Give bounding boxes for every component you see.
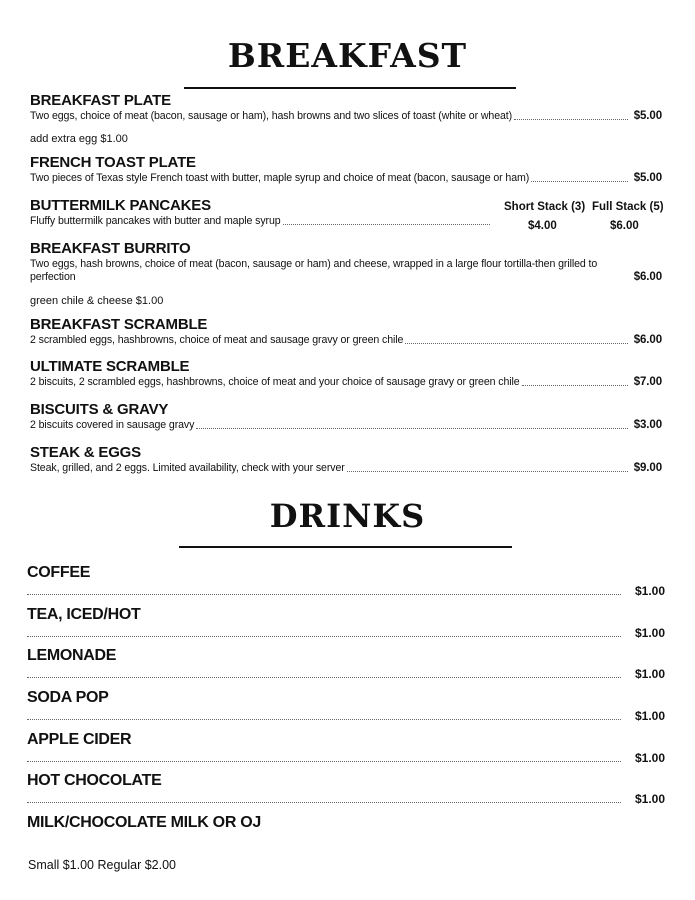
breakfast-title: BREAKFAST [227, 36, 468, 75]
milk-size-prices: Small $1.00 Regular $2.00 [28, 858, 177, 872]
item-name: BISCUITS & GRAVY [30, 401, 169, 418]
menu-item [30, 444, 662, 475]
extra-option: add extra egg $1.00 [30, 133, 128, 145]
extra-option: green chile & cheese $1.00 [30, 295, 164, 307]
dotted-leader [514, 119, 628, 120]
item-price: $5.00 [633, 172, 662, 184]
dotted-leader [27, 761, 621, 762]
dotted-leader [196, 428, 627, 429]
menu-item [30, 358, 662, 389]
drink-item [27, 813, 665, 837]
full-stack-price: $6.00 [610, 220, 639, 232]
item-description-row [30, 376, 662, 389]
dotted-leader [405, 343, 627, 344]
drink-name: MILK/CHOCOLATE MILK OR OJ [27, 814, 261, 831]
item-description-row [30, 172, 662, 185]
item-description: Fluffy buttermilk pancakes with butter and maple syrup [30, 215, 281, 227]
short-stack-label: Short Stack (3) [504, 201, 586, 213]
drink-name: APPLE CIDER [27, 731, 132, 748]
drink-item [27, 771, 665, 811]
dotted-leader [27, 594, 621, 595]
drink-name: HOT CHOCOLATE [27, 772, 162, 789]
item-name: FRENCH TOAST PLATE [30, 154, 196, 171]
drink-name: TEA, ICED/HOT [27, 606, 141, 623]
item-price: $3.00 [633, 419, 662, 431]
item-description-row [30, 110, 662, 123]
drinks-title-rule [179, 546, 512, 548]
menu-item [30, 240, 662, 284]
drink-name: SODA POP [27, 689, 109, 706]
drinks-title: DRINKS [269, 497, 426, 535]
item-name: BUTTERMILK PANCAKES [30, 197, 211, 214]
item-description: Two pieces of Texas style French toast with butter, maple syrup and choice of meat (bacon, sausage or ham) [30, 172, 530, 184]
item-description-row [30, 334, 662, 347]
breakfast-title-rule [184, 87, 516, 89]
dotted-leader [27, 802, 621, 803]
drink-name: COFFEE [27, 564, 91, 581]
item-price: $9.00 [633, 462, 662, 474]
menu-item [30, 92, 662, 123]
drink-price: $1.00 [634, 667, 665, 681]
drink-item [27, 730, 665, 770]
drink-name: LEMONADE [27, 647, 117, 664]
dotted-leader [283, 224, 490, 225]
item-name: BREAKFAST PLATE [30, 92, 171, 109]
item-price: $6.00 [633, 334, 662, 346]
drink-item [27, 646, 665, 686]
item-description: Steak, grilled, and 2 eggs. Limited availability, check with your server [30, 462, 345, 474]
item-description: 2 biscuits covered in sausage gravy [30, 419, 195, 431]
drink-price: $1.00 [634, 709, 665, 723]
item-price: $6.00 [633, 271, 662, 283]
full-stack-label: Full Stack (5) [592, 201, 664, 213]
item-description-row [30, 462, 662, 475]
drink-item [27, 605, 665, 645]
dotted-leader [27, 719, 621, 720]
dotted-leader [347, 471, 628, 472]
menu-item [30, 401, 662, 432]
short-stack-price: $4.00 [528, 220, 557, 232]
menu-item [30, 154, 662, 185]
item-description: 2 scrambled eggs, hashbrowns, choice of meat and sausage gravy or green chile [30, 334, 404, 346]
menu-item [30, 197, 490, 228]
dotted-leader [27, 677, 621, 678]
item-name: BREAKFAST BURRITO [30, 240, 191, 257]
item-description-row [30, 419, 662, 432]
item-description: Two eggs, hash browns, choice of meat (bacon, sausage or ham) and cheese, wrapped in a large flour tortilla-then grilled to perfection [30, 258, 598, 283]
item-name: BREAKFAST SCRAMBLE [30, 316, 208, 333]
drink-price: $1.00 [634, 584, 665, 598]
item-description-row [30, 215, 490, 228]
menu-item [30, 316, 662, 347]
drink-item [27, 688, 665, 728]
item-name: STEAK & EGGS [30, 444, 141, 461]
drink-item [27, 563, 665, 603]
dotted-leader [27, 636, 621, 637]
dotted-leader [522, 385, 628, 386]
drink-price: $1.00 [634, 792, 665, 806]
drink-price: $1.00 [634, 751, 665, 765]
item-price: $7.00 [633, 376, 662, 388]
item-name: ULTIMATE SCRAMBLE [30, 358, 190, 375]
item-description: Two eggs, choice of meat (bacon, sausage or ham), hash browns and two slices of toast (white or wheat) [30, 110, 513, 122]
drink-price: $1.00 [634, 626, 665, 640]
item-description: 2 biscuits, 2 scrambled eggs, hashbrowns, choice of meat and your choice of sausage gravy or green chile [30, 376, 520, 388]
dotted-leader [531, 181, 628, 182]
item-price: $5.00 [633, 110, 662, 122]
item-description-row [30, 258, 662, 284]
